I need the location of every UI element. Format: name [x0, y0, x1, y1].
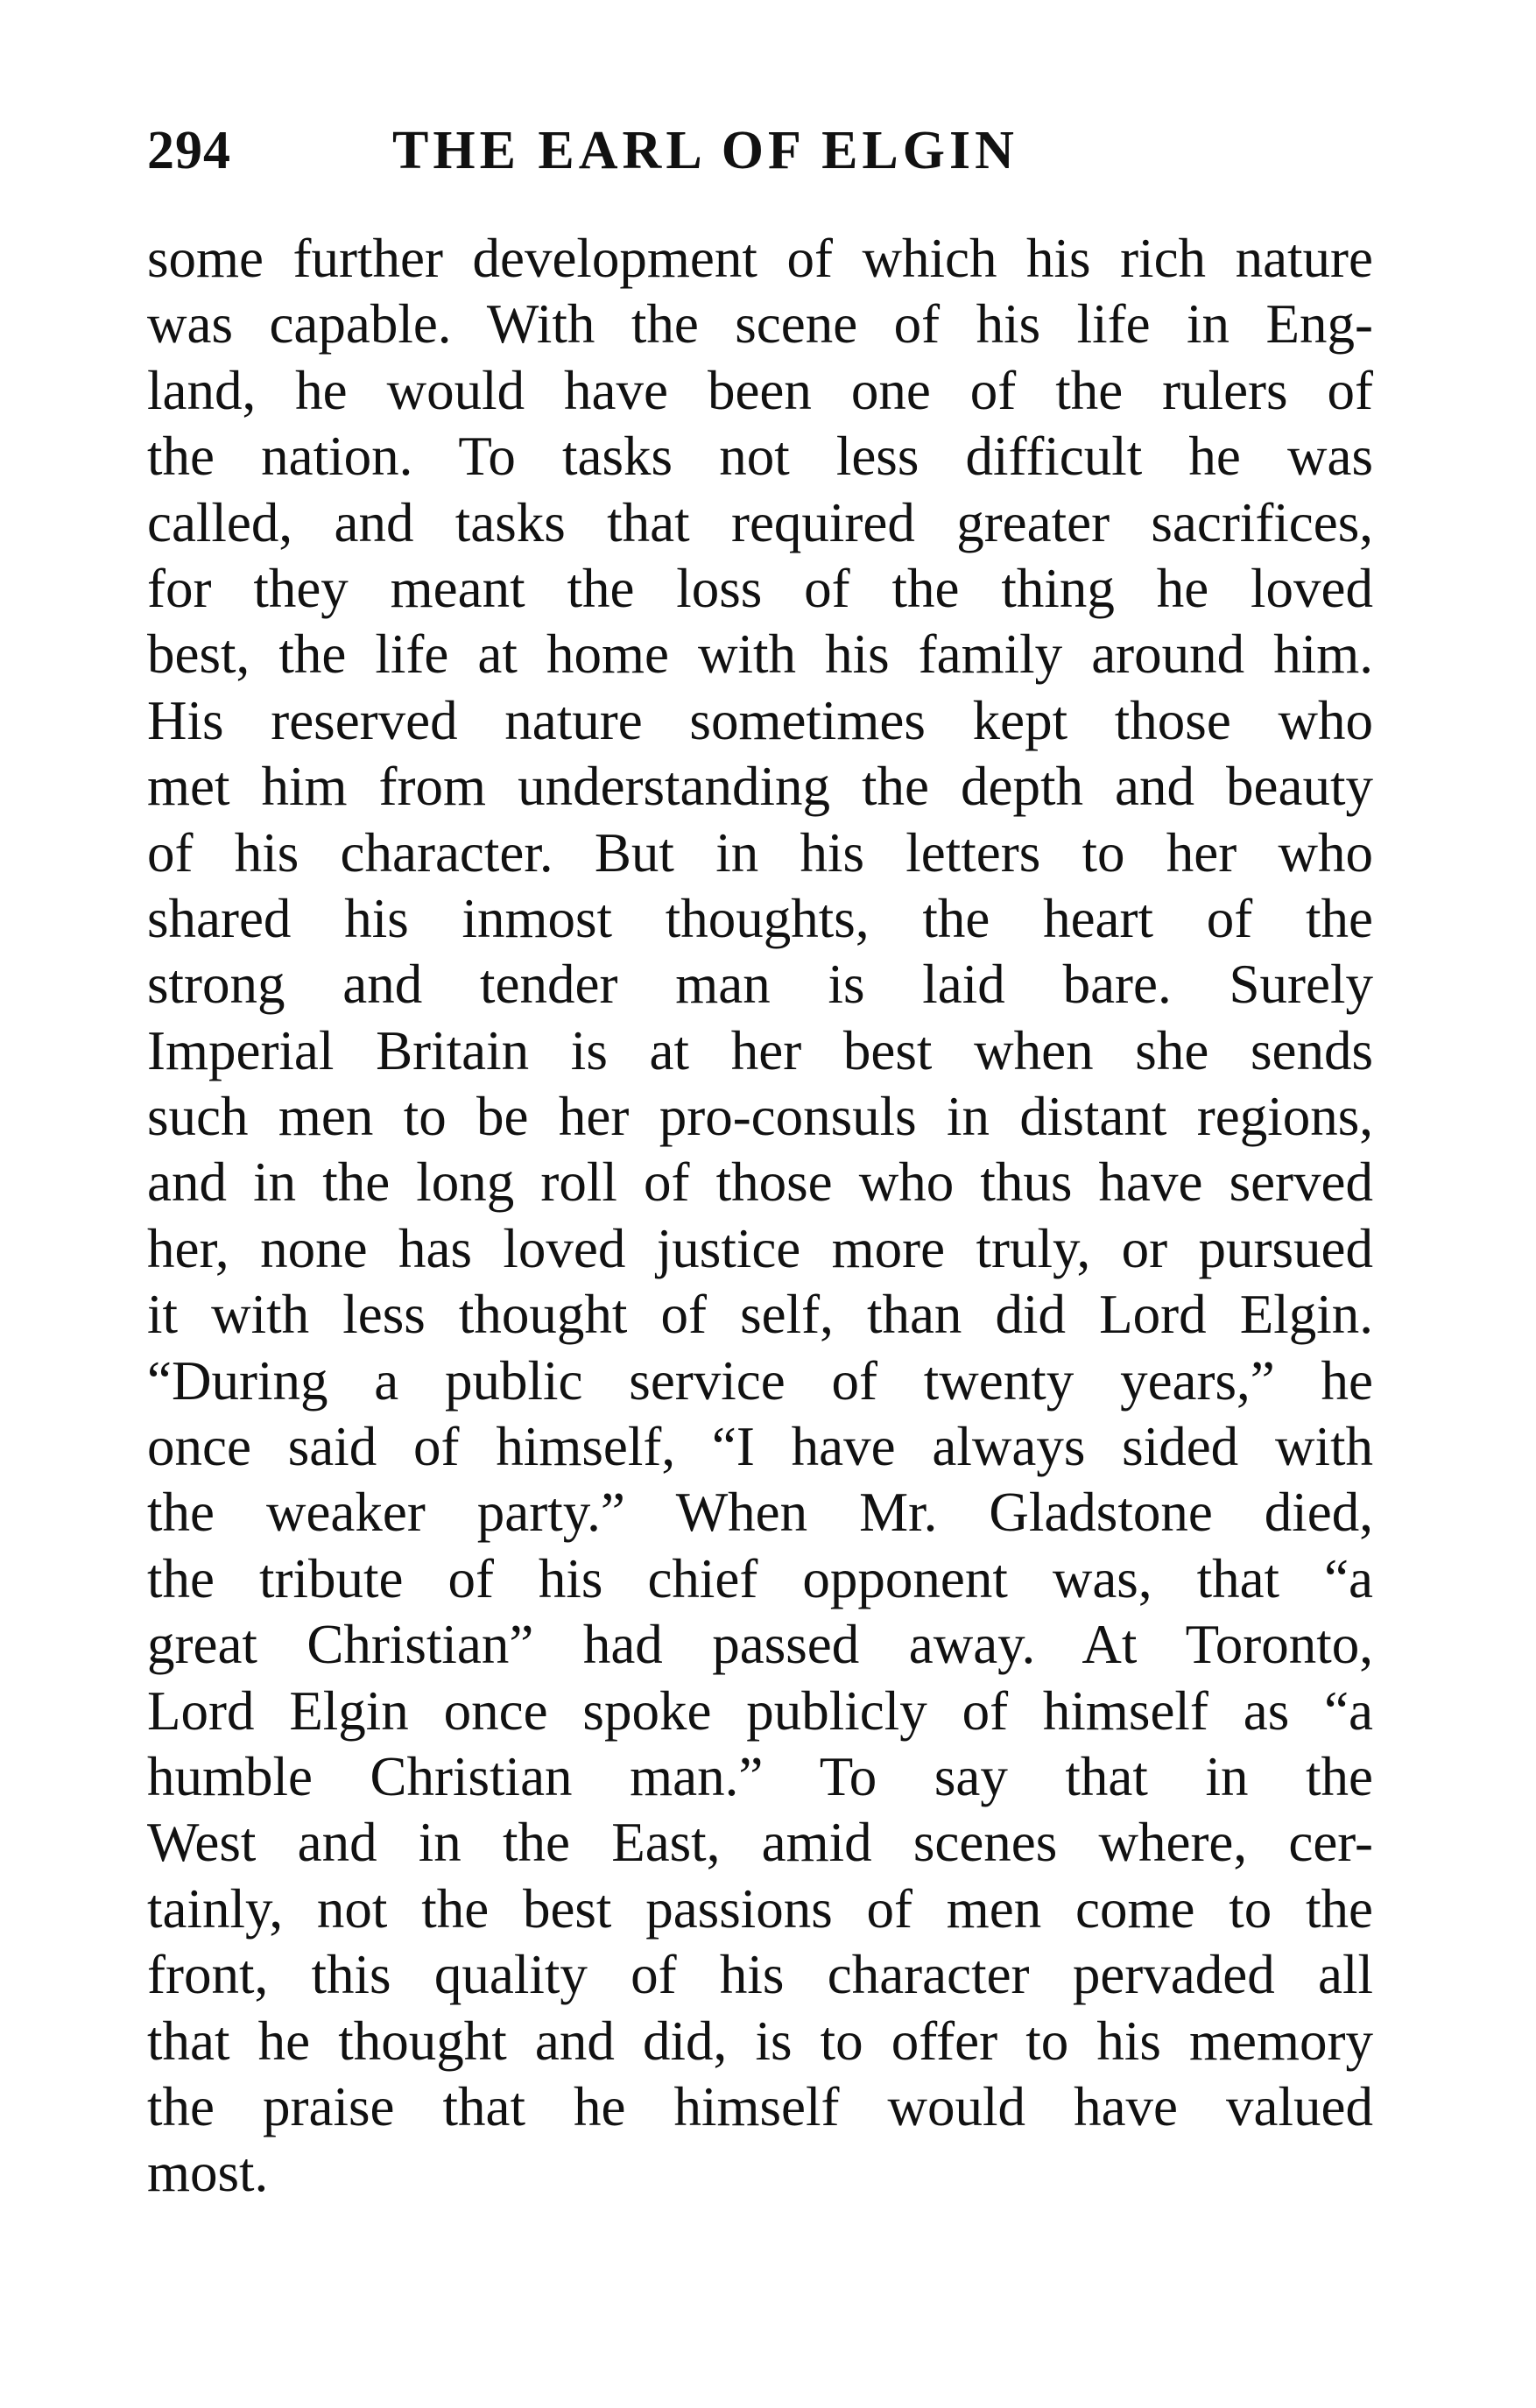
text-line: the praise that he himself would have valued	[147, 2075, 1373, 2137]
text-line: shared his inmost thoughts, the heart of the	[147, 887, 1373, 949]
text-line: land, he would have been one of the rulers of	[147, 359, 1373, 421]
text-line: met him from understanding the depth and beauty	[147, 756, 1373, 818]
text-line: of his character. But in his letters to her who	[147, 821, 1373, 884]
text-line: front, this quality of his character pervaded all	[147, 1944, 1373, 2006]
text-line: called, and tasks that required greater sacrifices,	[147, 491, 1373, 553]
text-line: Imperial Britain is at her best when she sends	[147, 1019, 1373, 1081]
text-line: was capable. With the scene of his life in Eng-	[147, 293, 1373, 356]
text-line: and in the long roll of those who thus have served	[147, 1151, 1373, 1214]
body-text	[147, 226, 1373, 2207]
text-line: Lord Elgin once spoke publicly of himself as “a	[147, 1679, 1373, 1742]
text-line: such men to be her pro-consuls in distant regions,	[147, 1086, 1373, 1148]
text-line: her, none has loved justice more truly, or pursued	[147, 1217, 1373, 1279]
text-line: it with less thought of self, than did Lord Elgin.	[147, 1284, 1373, 1346]
text-line: His reserved nature sometimes kept those who	[147, 689, 1373, 751]
running-title: THE EARL OF ELGIN	[392, 121, 1018, 180]
text-line: “During a public service of twenty years,” he	[147, 1349, 1373, 1412]
text-line: the weaker party.” When Mr. Gladstone died,	[147, 1482, 1373, 1544]
page-number: 294	[147, 121, 231, 180]
text-line: best, the life at home with his family around him.	[147, 623, 1373, 686]
text-line: most.	[147, 2142, 269, 2204]
text-line: great Christian” had passed away. At Toronto,	[147, 1614, 1373, 1676]
text-line: tainly, not the best passions of men come to the	[147, 1877, 1373, 1940]
text-line: that he thought and did, is to offer to his memory	[147, 2010, 1373, 2072]
text-line: the nation. To tasks not less difficult he was	[147, 426, 1373, 488]
text-line: some further development of which his rich nature	[147, 228, 1373, 289]
text-line: once said of himself, “I have always sided with	[147, 1416, 1373, 1478]
text-line: humble Christian man.” To say that in the	[147, 1745, 1373, 1807]
text-line: West and in the East, amid scenes where, cer-	[147, 1812, 1373, 1874]
text-line: strong and tender man is laid bare. Surely	[147, 954, 1373, 1016]
running-head	[147, 116, 1373, 186]
text-line: for they meant the loss of the thing he loved	[147, 557, 1373, 619]
text-line: the tribute of his chief opponent was, that “a	[147, 1547, 1373, 1609]
